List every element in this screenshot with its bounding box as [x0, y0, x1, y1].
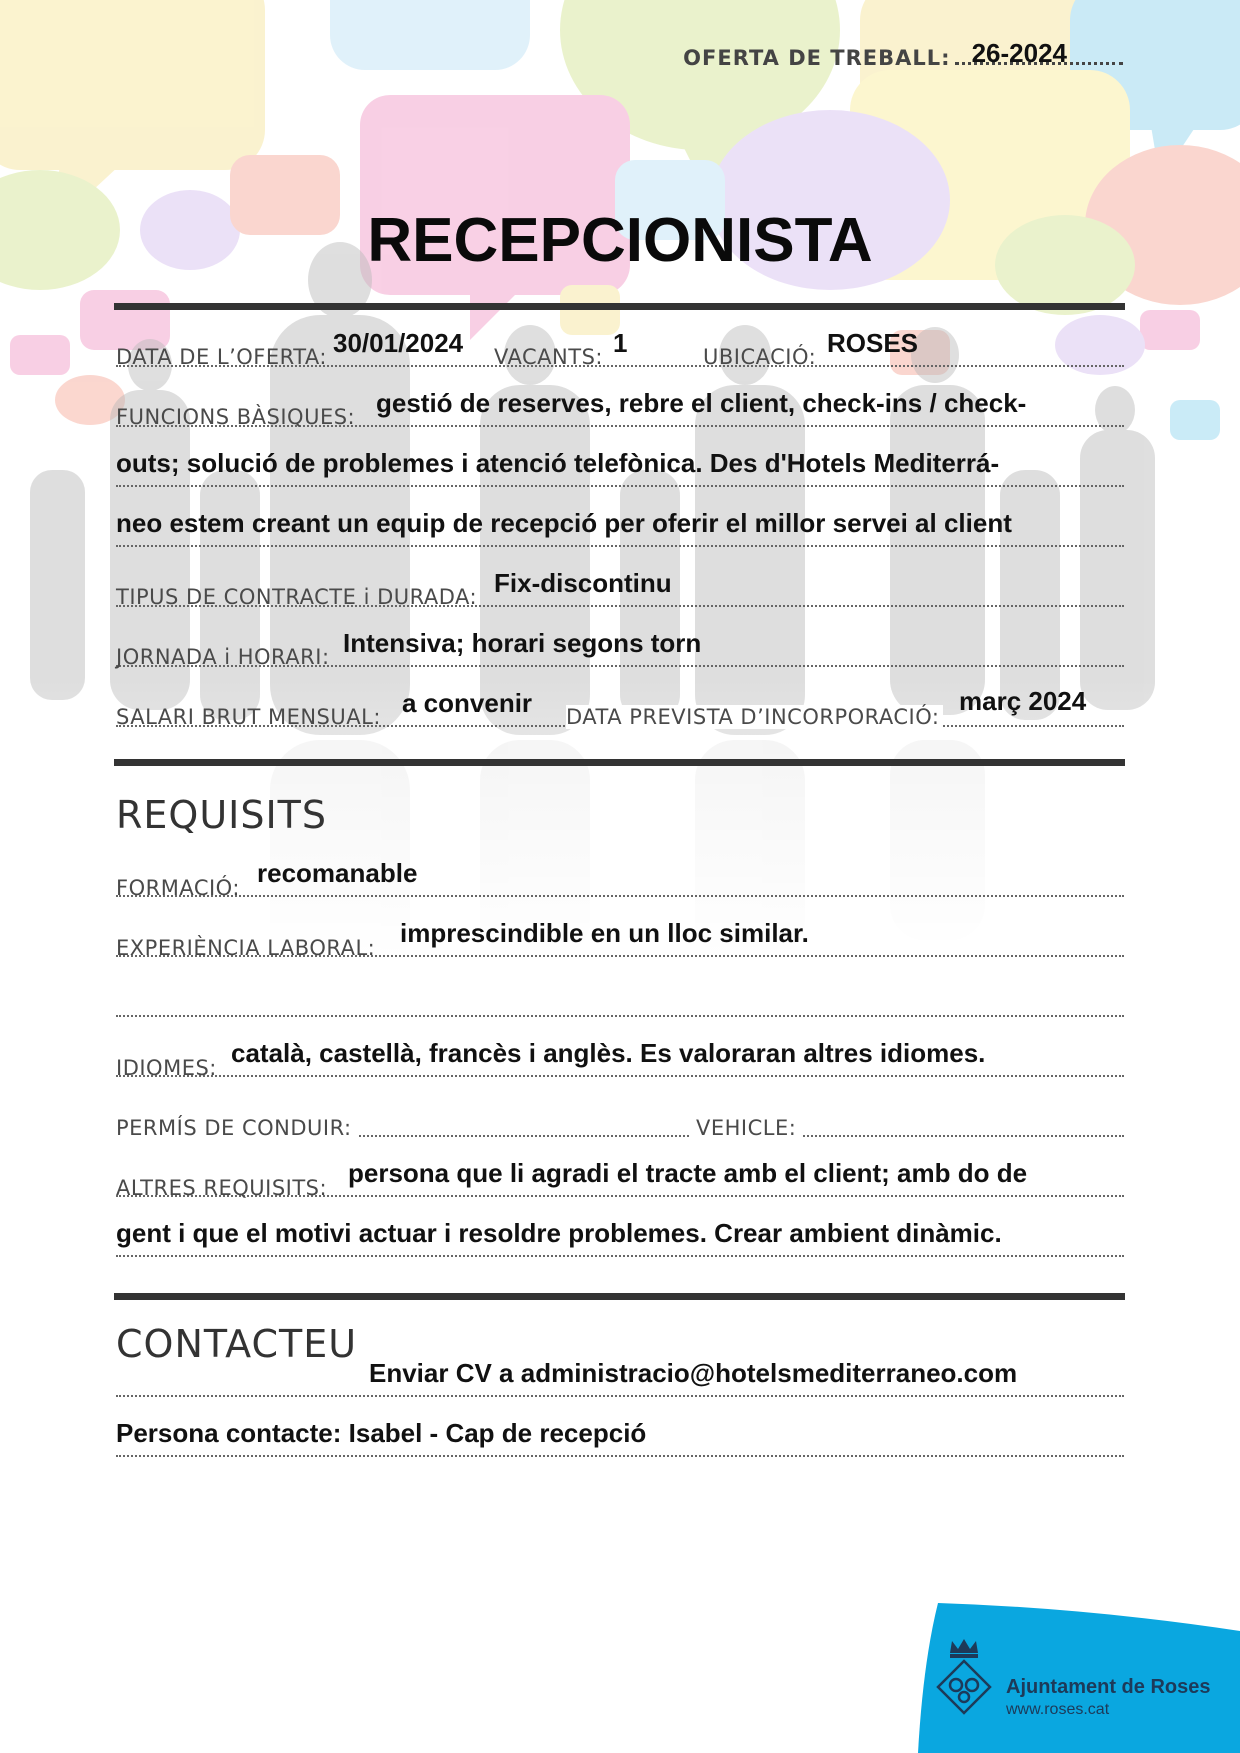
experience-value: imprescindible en un lloc similar.: [400, 918, 809, 948]
salary-value: a convenir: [402, 688, 533, 718]
divider-rule: [114, 303, 1125, 310]
dotted-line: [116, 483, 1124, 487]
functions-line-2: outs; solució de problemes i atenció telefònica. Des d'Hotels Mediterrá-: [116, 448, 1000, 478]
languages-label: IDIOMES:: [116, 1056, 217, 1080]
footer-organization-name: Ajuntament de Roses: [1006, 1676, 1211, 1698]
dotted-line: [116, 543, 1124, 547]
logo-text: [1006, 1676, 1210, 1719]
footer-website-link[interactable]: www.roses.cat: [1006, 1701, 1110, 1718]
license-label: PERMÍS DE CONDUIR:: [116, 1116, 358, 1140]
other-requirements-line-1: persona que li agradi el tracte amb el client; amb do de: [348, 1158, 1028, 1188]
dotted-line: [116, 893, 1124, 897]
functions-line-1: gestió de reserves, rebre el client, check-ins / check-: [376, 388, 1027, 418]
experience-label: EXPERIÈNCIA LABORAL:: [116, 936, 376, 960]
salary-label: SALARI BRUT MENSUAL:: [116, 705, 381, 729]
start-date-value: març 2024: [959, 686, 1087, 716]
vehicle-label: VEHICLE:: [690, 1116, 802, 1140]
start-date-label: DATA PREVISTA D’INCORPORACIÓ:: [566, 705, 943, 729]
contact-email-line: Enviar CV a administracio@hotelsmediterraneo.com: [369, 1358, 1018, 1388]
offer-date-value: 30/01/2024: [333, 328, 464, 358]
dotted-line: [116, 1393, 1124, 1397]
offer-label: OFERTA DE TREBALL:: [683, 46, 951, 70]
divider-rule: [114, 1293, 1125, 1300]
training-value: recomanable: [257, 858, 418, 888]
vacants-value: 1: [613, 328, 628, 358]
contact-person-line: Persona contacte: Isabel - Cap de recepció: [116, 1418, 647, 1448]
dotted-line: [116, 1253, 1124, 1257]
contract-value: Fix-discontinu: [494, 568, 672, 598]
dotted-line: [116, 1073, 1124, 1077]
other-requirements-line-2: gent i que el motivi actuar i resoldre problemes. Crear ambient dinàmic.: [116, 1218, 1002, 1248]
schedule-label: JORNADA i HORARI:: [116, 645, 330, 669]
offer-number-block: [683, 38, 1123, 70]
vacants-label: VACANTS:: [494, 345, 603, 369]
location-value: ROSES: [827, 328, 919, 358]
location-label: UBICACIÓ:: [703, 345, 817, 369]
schedule-value: Intensiva; horari segons torn: [343, 628, 702, 658]
training-label: FORMACIÓ:: [116, 876, 240, 900]
job-title: RECEPCIONISTA: [367, 206, 873, 275]
dotted-line: [116, 1013, 1124, 1017]
contract-label: TIPUS DE CONTRACTE i DURADA:: [116, 585, 478, 609]
languages-value: català, castellà, francès i anglès. Es valoraran altres idiomes.: [231, 1038, 986, 1068]
other-requirements-label: ALTRES REQUISITS:: [116, 1176, 328, 1200]
dotted-line: [116, 1453, 1124, 1457]
contact-heading: CONTACTEU: [116, 1322, 358, 1366]
requirements-heading: REQUISITS: [116, 793, 328, 837]
offer-date-label: DATA DE L’OFERTA:: [116, 345, 327, 369]
divider-rule: [114, 759, 1125, 766]
functions-line-3: neo estem creant un equip de recepció per oferir el millor servei al client: [116, 508, 1012, 538]
functions-label: FUNCIONS BÀSIQUES:: [116, 405, 356, 429]
offer-number: 26-2024: [971, 38, 1067, 68]
